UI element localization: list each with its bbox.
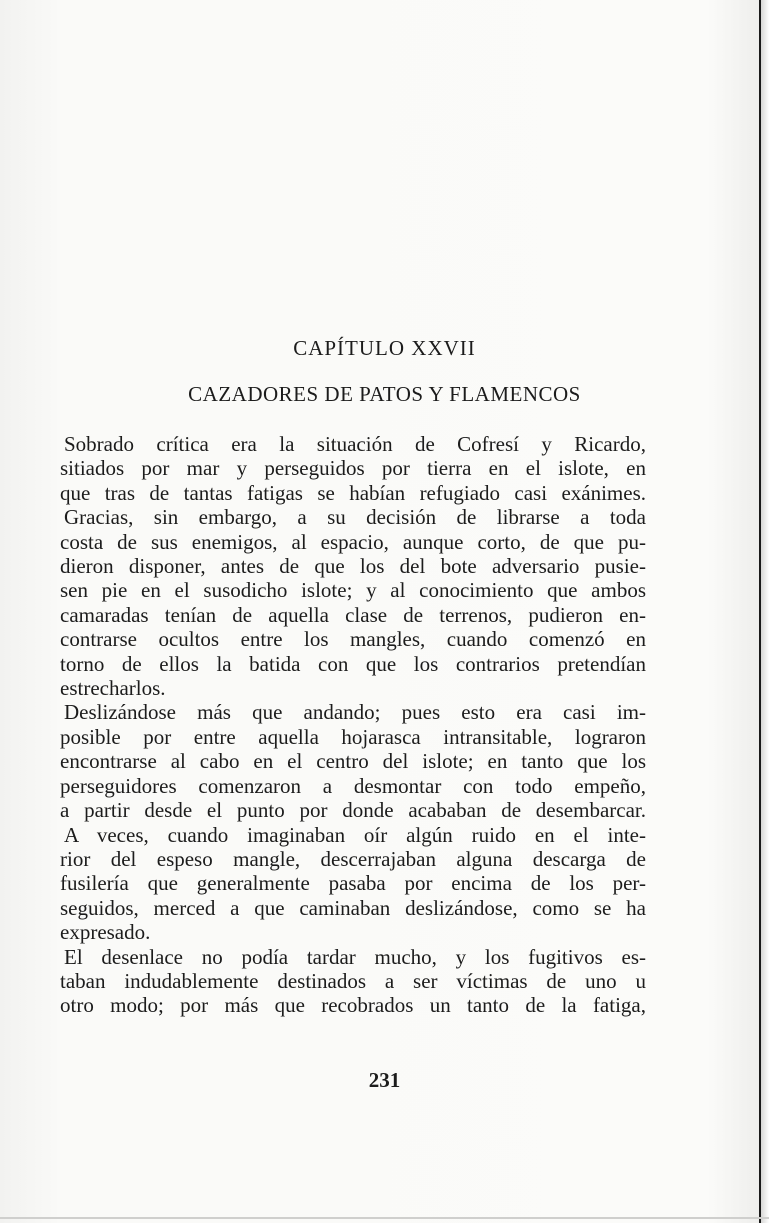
text-line: Sobrado crítica era la situación de Cofresí y Ricardo, xyxy=(64,432,646,456)
text-line: taban indudablemente destinados a ser víctimas de uno u xyxy=(60,968,646,993)
text-line: sen pie en el susodicho islote; y al conocimiento que ambos xyxy=(60,578,646,603)
text-line: dieron disponer, antes de que los del bote adversario pusie- xyxy=(60,554,646,579)
page-edge-shadow xyxy=(761,0,769,1223)
text-line: Deslizándose más que andando; pues esto era casi im- xyxy=(64,700,646,725)
text-line: a partir desde el punto por donde acababan de desembarcar. xyxy=(60,798,646,823)
text-line: Gracias, sin embargo, a su decisión de librarse a toda xyxy=(64,505,646,530)
text-line: camaradas tenían de aquella clase de terrenos, pudieron en- xyxy=(60,602,646,627)
text-line: contrarse ocultos entre los mangles, cuando comenzó en xyxy=(60,627,646,652)
paragraph-2 xyxy=(60,505,646,700)
text-line: rior del espeso mangle, descerrajaban alguna descarga de xyxy=(60,846,646,871)
page-bottom-edge xyxy=(0,1217,769,1219)
text-line: otro modo; por más que recobrados un tanto de la fatiga, xyxy=(60,993,646,1018)
paragraph-5 xyxy=(60,945,646,1018)
text-line: torno de ellos la batida con que los contrarios pretendían xyxy=(60,651,646,676)
chapter-title: CAZADORES DE PATOS Y FLAMENCOS xyxy=(188,382,581,406)
text-line: El desenlace no podía tardar mucho, y los fugitivos es- xyxy=(64,944,646,969)
text-line: perseguidores comenzaron a desmontar con todo empeño, xyxy=(60,773,646,798)
page-edge-line xyxy=(759,0,761,1223)
text-line: que tras de tantas fatigas se habían refugiado casi exánimes. xyxy=(60,480,646,505)
paragraph-3 xyxy=(60,700,646,822)
text-line: posible por entre aquella hojarasca intransitable, lograron xyxy=(60,724,646,749)
chapter-body xyxy=(60,432,646,1018)
text-line: encontrarse al cabo en el centro del islote; en tanto que los xyxy=(60,749,646,774)
text-line: expresado. xyxy=(60,920,151,945)
text-line: estrecharlos. xyxy=(60,676,166,701)
text-line: seguidos, merced a que caminaban deslizándose, como se ha xyxy=(60,895,646,920)
text-line: costa de sus enemigos, al espacio, aunque corto, de que pu- xyxy=(60,529,646,554)
paragraph-4 xyxy=(60,823,646,945)
text-line: sitiados por mar y perseguidos por tierra en el islote, en xyxy=(60,456,646,481)
chapter-number: CAPÍTULO XXVII xyxy=(293,336,476,360)
text-line: fusilería que generalmente pasaba por encima de los per- xyxy=(60,871,646,896)
paragraph-1 xyxy=(60,432,646,505)
page-number: 231 xyxy=(368,1068,401,1092)
text-line: A veces, cuando imaginaban oír algún ruido en el inte- xyxy=(64,822,646,847)
